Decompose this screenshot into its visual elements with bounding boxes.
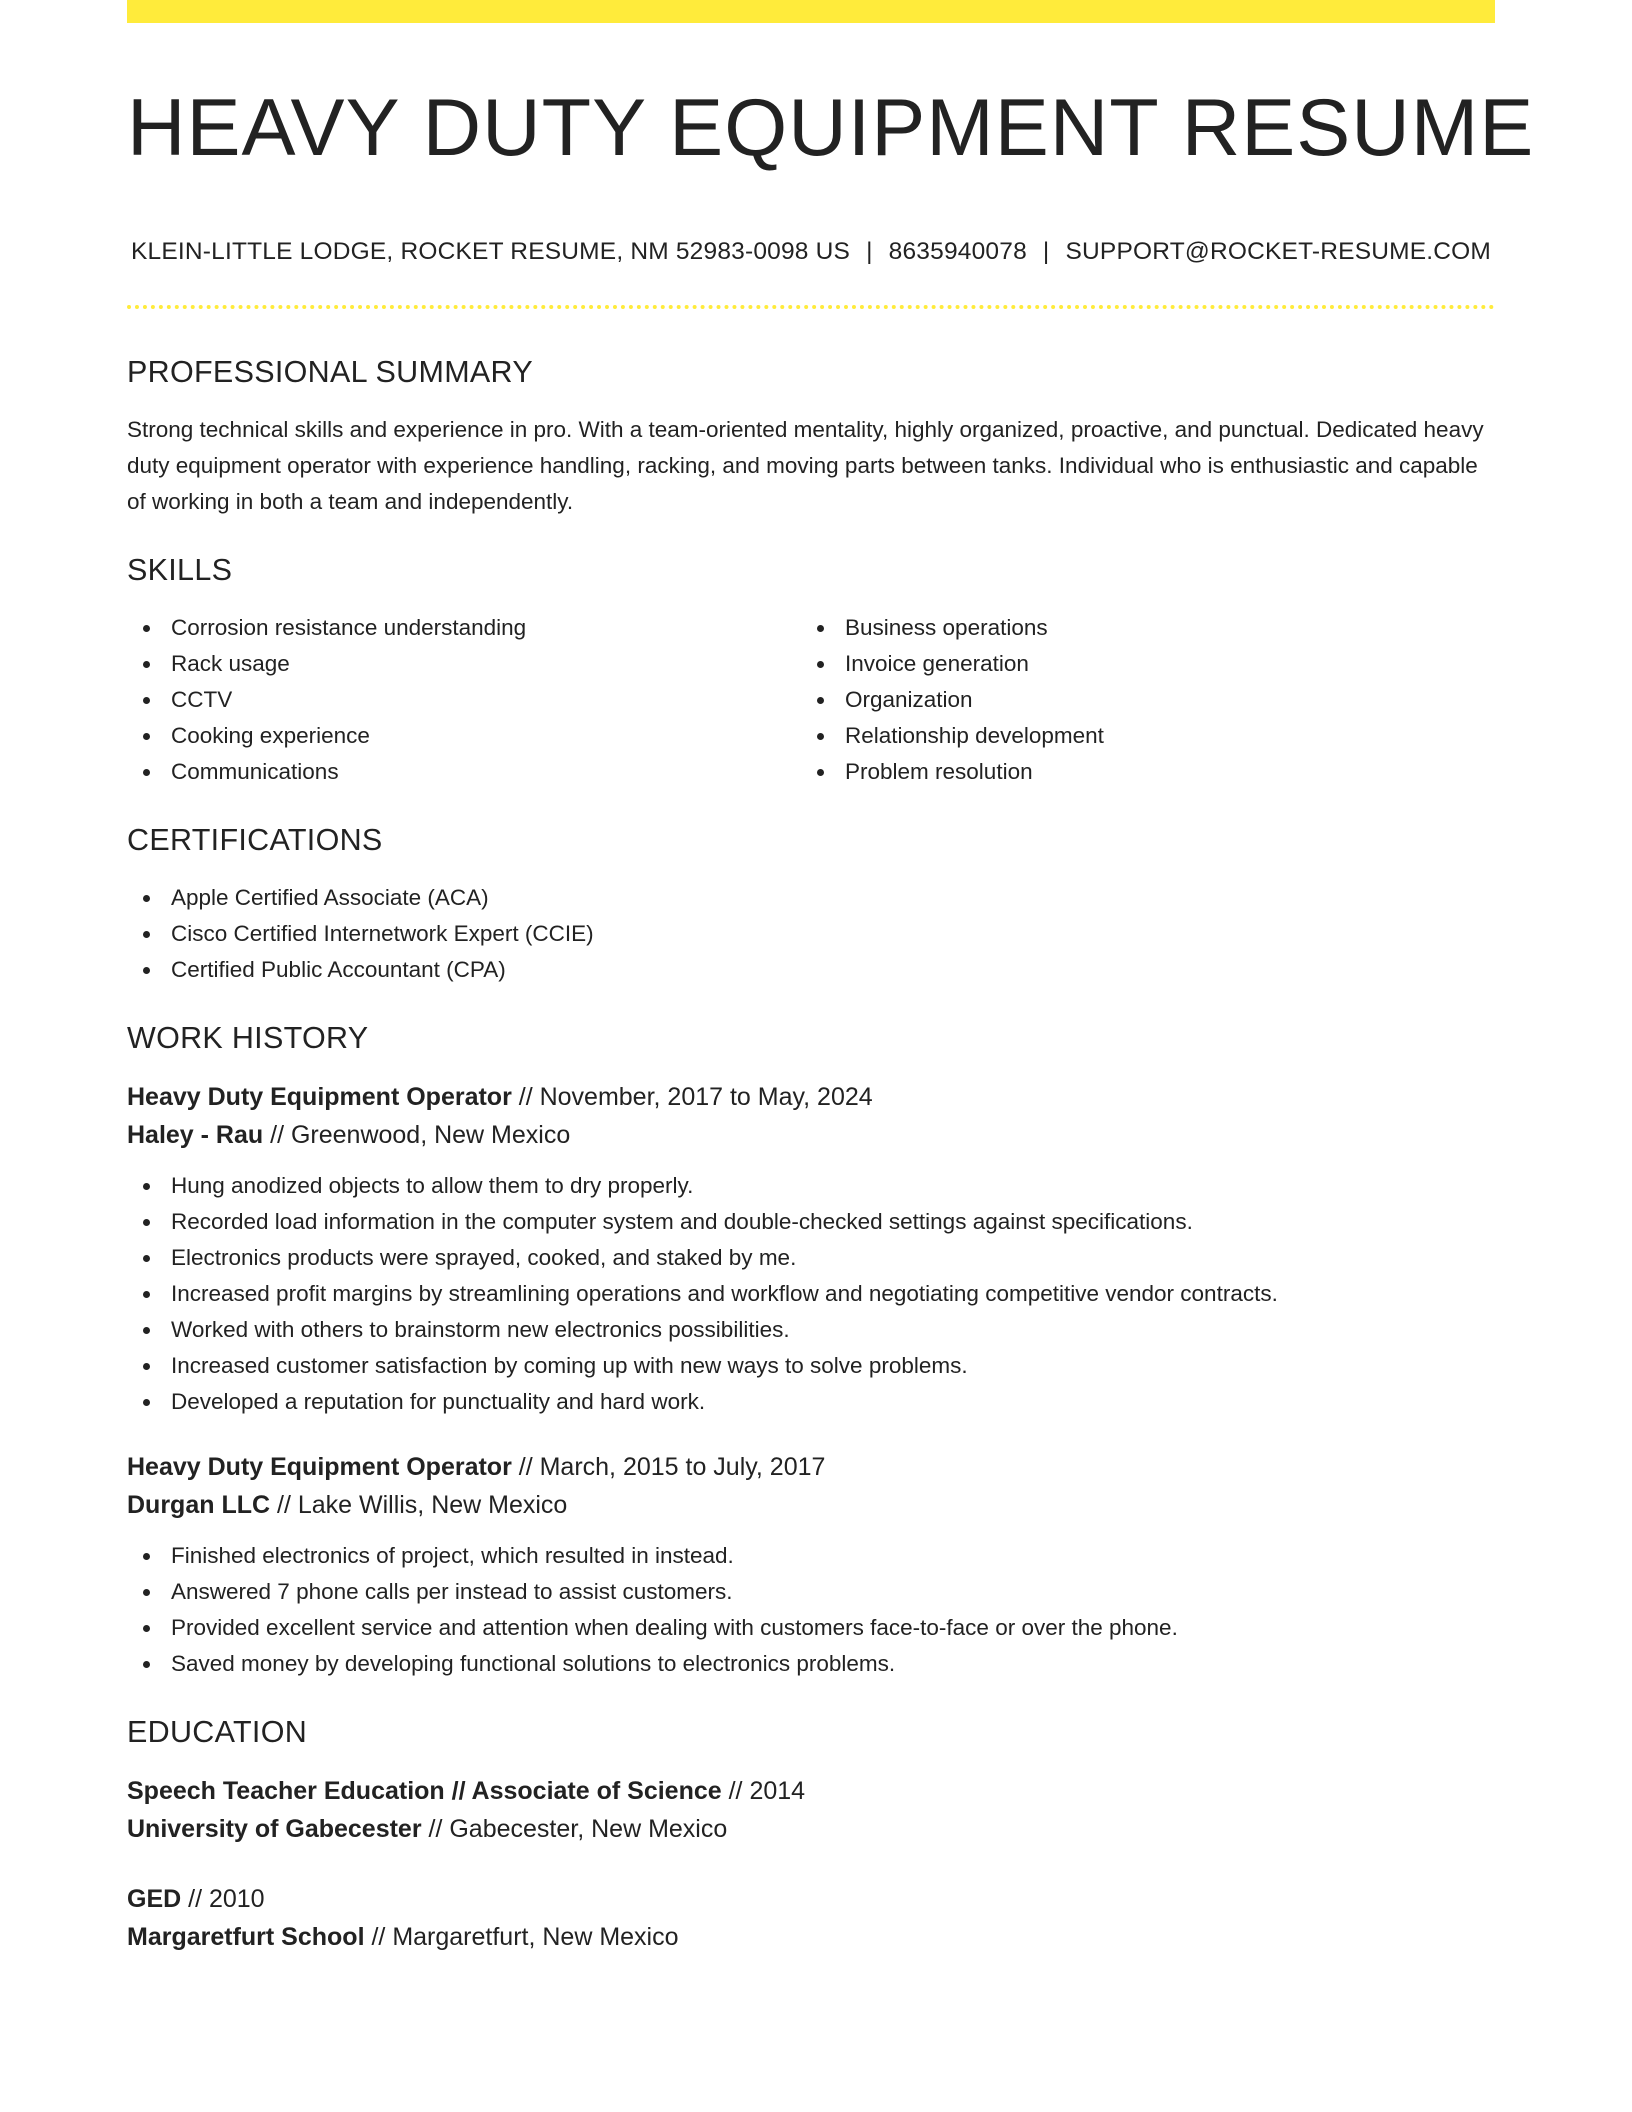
education-school-line: [127, 1810, 1495, 1848]
summary-heading: PROFESSIONAL SUMMARY: [127, 355, 533, 389]
certification-item: Apple Certified Associate (ACA): [127, 880, 1495, 916]
job-company-line: [127, 1116, 1495, 1154]
education-degree: GED: [127, 1885, 182, 1913]
skill-item: CCTV: [127, 682, 801, 718]
job-bullet: Provided excellent service and attention when dealing with customers face-to-face or over the phone.: [127, 1610, 1495, 1646]
skill-item: Corrosion resistance understanding: [127, 610, 801, 646]
dotted-divider: [127, 305, 1495, 309]
skill-item: Cooking experience: [127, 718, 801, 754]
accent-top-bar: [127, 0, 1495, 23]
education-heading: EDUCATION: [127, 1715, 308, 1749]
job-bullet: Hung anodized objects to allow them to dry properly.: [127, 1168, 1495, 1204]
skills-column-left: [127, 610, 801, 790]
job-bullet: Increased customer satisfaction by coming up with new ways to solve problems.: [127, 1348, 1495, 1384]
job-bullet: Electronics products were sprayed, cooked, and staked by me.: [127, 1240, 1495, 1276]
skills-section: [127, 550, 1495, 790]
education-school: Margaretfurt School: [127, 1923, 365, 1951]
work-history-section: [127, 1018, 1495, 1682]
job-title: Heavy Duty Equipment Operator: [127, 1083, 512, 1111]
job-dates: // March, 2015 to July, 2017: [511, 1453, 826, 1481]
skill-item: Invoice generation: [801, 646, 1495, 682]
job-company-line: [127, 1486, 1495, 1524]
contact-phone[interactable]: 8635940078: [888, 238, 1027, 265]
education-entry: [127, 1772, 1495, 1848]
job-bullet: Increased profit margins by streamlining operations and workflow and negotiating competitive vendor contracts.: [127, 1276, 1495, 1312]
contact-line: [127, 238, 1495, 266]
skill-item: Problem resolution: [801, 754, 1495, 790]
contact-email[interactable]: SUPPORT@ROCKET-RESUME.COM: [1065, 238, 1492, 265]
certification-item: Cisco Certified Internetwork Expert (CCIE): [127, 916, 1495, 952]
resume-page: [127, 0, 1535, 2112]
certifications-section: [127, 820, 1495, 988]
education-section: [127, 1712, 1495, 1956]
job-title-line: [127, 1078, 1495, 1116]
work-history-heading: WORK HISTORY: [127, 1021, 369, 1055]
skill-item: Relationship development: [801, 718, 1495, 754]
skill-item: Rack usage: [127, 646, 801, 682]
skills-column-right: [801, 610, 1495, 790]
education-degree-line: [127, 1880, 1495, 1918]
certifications-heading: CERTIFICATIONS: [127, 823, 383, 857]
skills-grid: [127, 610, 1495, 790]
job-bullet: Saved money by developing functional solutions to electronics problems.: [127, 1646, 1495, 1682]
education-school-line: [127, 1918, 1495, 1956]
resume-title: HEAVY DUTY EQUIPMENT RESUME: [127, 83, 1535, 173]
education-year: // 2010: [181, 1885, 265, 1913]
job-entry: [127, 1448, 1495, 1682]
job-dates: // November, 2017 to May, 2024: [511, 1083, 873, 1111]
job-company: Haley - Rau: [127, 1121, 264, 1149]
education-degree: Speech Teacher Education // Associate of Science: [127, 1777, 722, 1805]
education-entry: [127, 1880, 1495, 1956]
job-entry: [127, 1078, 1495, 1420]
skill-item: Business operations: [801, 610, 1495, 646]
contact-separator: |: [866, 238, 873, 265]
education-degree-line: [127, 1772, 1495, 1810]
job-location: // Greenwood, New Mexico: [263, 1121, 571, 1149]
certification-item: Certified Public Accountant (CPA): [127, 952, 1495, 988]
job-company: Durgan LLC: [127, 1491, 271, 1519]
resume-content: [127, 352, 1495, 1956]
summary-section: [127, 352, 1495, 520]
job-bullet: Worked with others to brainstorm new electronics possibilities.: [127, 1312, 1495, 1348]
job-title: Heavy Duty Equipment Operator: [127, 1453, 512, 1481]
contact-address: KLEIN-LITTLE LODGE, ROCKET RESUME, NM 52983-0098 US: [130, 238, 851, 265]
job-bullet: Finished electronics of project, which resulted in instead.: [127, 1538, 1495, 1574]
skills-heading: SKILLS: [127, 553, 233, 587]
education-year: // 2014: [721, 1777, 806, 1805]
skill-item: Organization: [801, 682, 1495, 718]
job-location: // Lake Willis, New Mexico: [270, 1491, 568, 1519]
job-title-line: [127, 1448, 1495, 1486]
education-location: // Gabecester, New Mexico: [421, 1815, 728, 1843]
job-bullet: Developed a reputation for punctuality and hard work.: [127, 1384, 1495, 1420]
skill-item: Communications: [127, 754, 801, 790]
education-location: // Margaretfurt, New Mexico: [364, 1923, 679, 1951]
education-school: University of Gabecester: [127, 1815, 422, 1843]
job-bullet: Answered 7 phone calls per instead to assist customers.: [127, 1574, 1495, 1610]
job-bullet: Recorded load information in the computer system and double-checked settings against specifications.: [127, 1204, 1495, 1240]
summary-text: Strong technical skills and experience in pro. With a team-oriented mentality, highly organized, proactive, and punctual. Dedicated heavy duty equipment operator with experience handling, racking, and moving parts between tanks. Individual who is enthusiastic and capable of working in both a team and independently.: [127, 417, 1484, 514]
contact-separator: |: [1042, 238, 1050, 265]
